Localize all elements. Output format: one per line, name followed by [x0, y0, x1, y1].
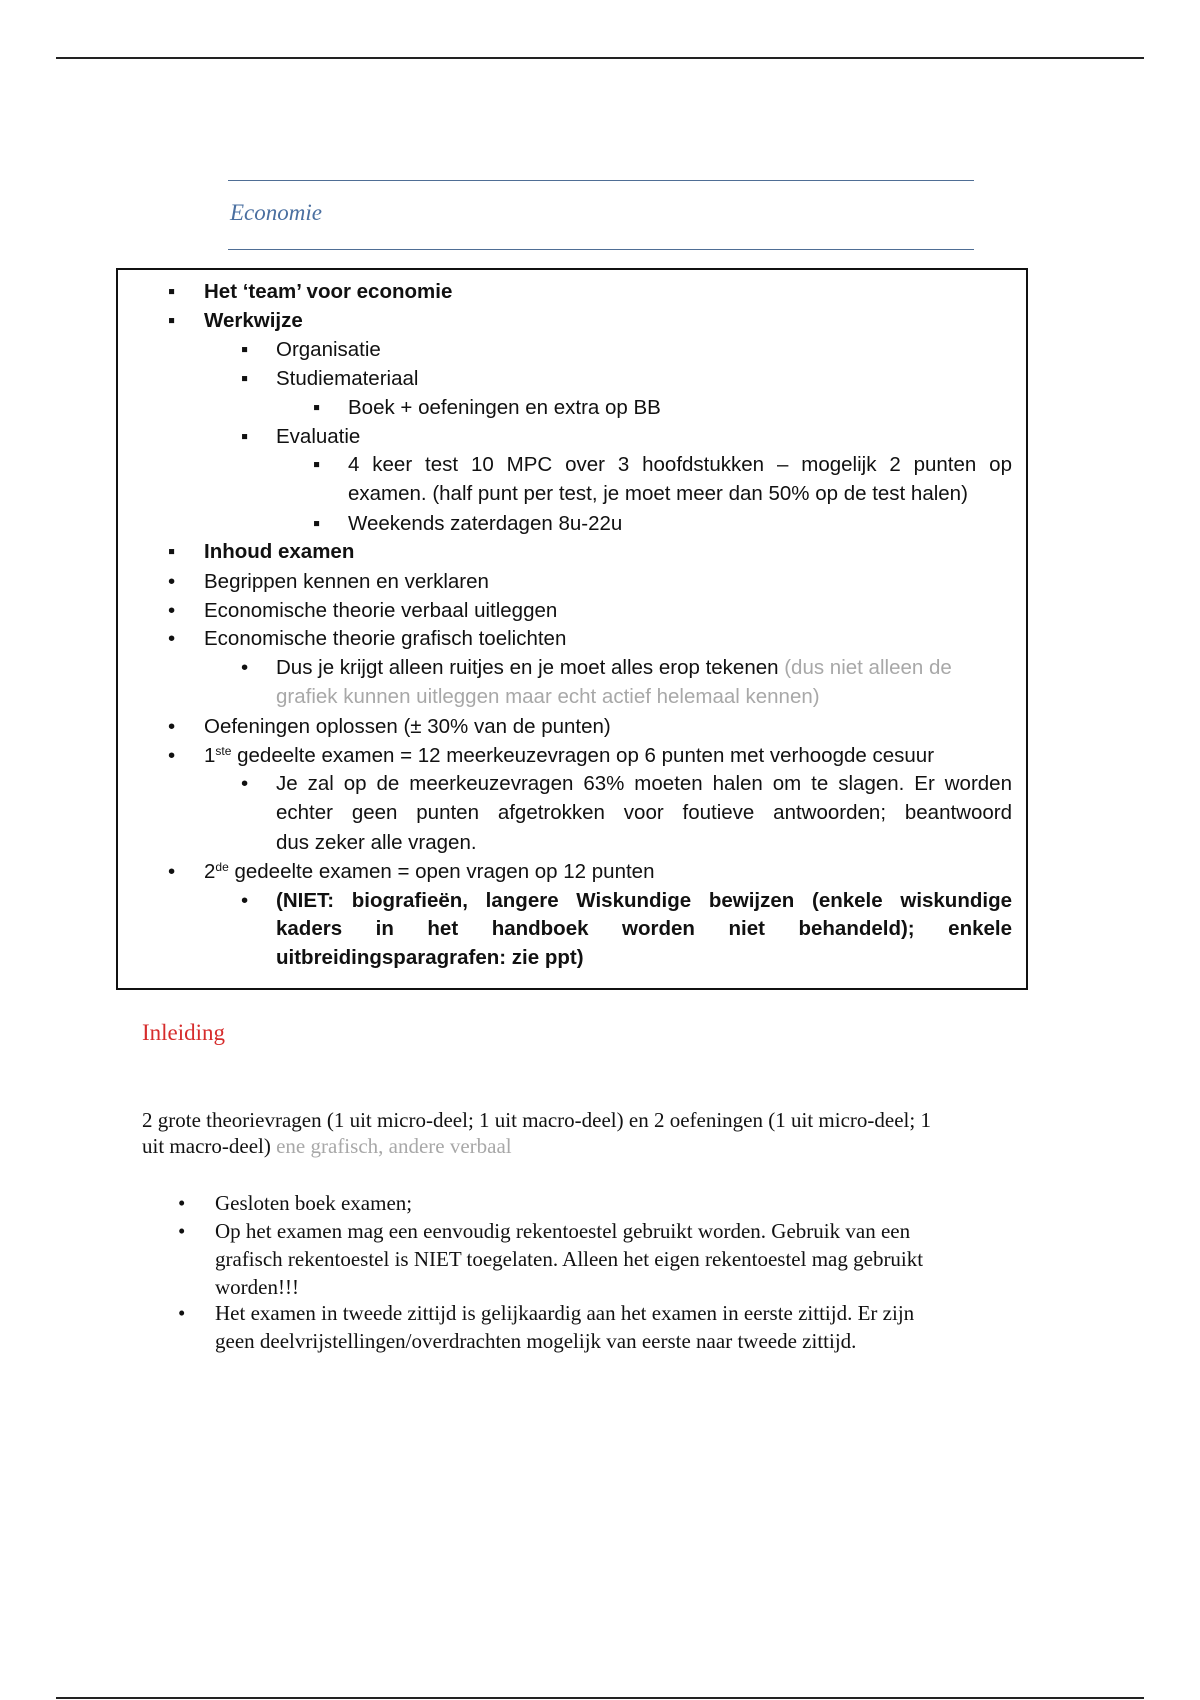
ordinal-suffix: ste — [215, 744, 232, 758]
page-bottom-rule — [56, 1697, 1144, 1699]
title-rule-bottom — [228, 249, 974, 250]
list-item-main-text: gedeelte examen = open vragen op 12 punten — [228, 860, 655, 883]
paragraph-text: uit macro-deel) — [142, 1134, 271, 1158]
list-item-text: grafisch rekentoestel is NIET toegelaten. Alleen het eigen rekentoestel mag gebruikt — [215, 1247, 924, 1271]
square-bullet-icon: ▪ — [241, 338, 249, 361]
square-bullet-icon: ▪ — [168, 280, 176, 303]
list-item-text — [204, 858, 654, 887]
list-item-text: examen. (half punt per test, je moet meer dan 50% op de test halen) — [348, 482, 968, 505]
list-item-text: kaders in het handboek worden niet behandeld); enkele — [276, 917, 1012, 940]
list-item-text: Op het examen mag een eenvoudig rekentoestel gebruikt worden. Gebruik van een — [215, 1219, 911, 1243]
page-top-rule — [56, 57, 1144, 59]
list-item-main-text: gedeelte examen = 12 meerkeuzevragen op 6 punten met verhoogde cesuur — [231, 744, 935, 767]
bullet-icon: • — [168, 627, 176, 650]
square-bullet-icon: ▪ — [313, 396, 321, 419]
list-item-text: Inhoud examen — [204, 540, 355, 563]
list-item-text: Economische theorie verbaal uitleggen — [204, 599, 558, 622]
list-item-text: echter geen punten afgetrokken voor foutieve antwoorden; beantwoord — [276, 801, 1012, 824]
paragraph-line — [142, 1133, 512, 1159]
bullet-icon: • — [168, 860, 176, 883]
square-bullet-icon: ▪ — [313, 512, 321, 535]
ordinal-number: 1 — [204, 744, 216, 767]
title-rule-top — [228, 180, 974, 181]
list-item-text — [276, 654, 952, 683]
square-bullet-icon: ▪ — [168, 540, 176, 563]
bullet-icon: • — [178, 1191, 186, 1215]
bullet-icon: • — [241, 656, 249, 679]
list-item-text: Oefeningen oplossen (± 30% van de punten) — [204, 715, 611, 738]
list-item-text: Weekends zaterdagen 8u-22u — [348, 512, 623, 535]
paragraph-line: 2 grote theorievragen (1 uit micro-deel; 1 uit macro-deel) en 2 oefeningen (1 uit micro-deel; 1 — [142, 1108, 931, 1132]
bullet-icon: • — [168, 599, 176, 622]
list-item-text: Organisatie — [276, 338, 381, 361]
square-bullet-icon: ▪ — [241, 367, 249, 390]
ordinal-suffix: de — [215, 860, 229, 874]
bullet-icon: • — [168, 744, 176, 767]
list-item-text: geen deelvrijstellingen/overdrachten mogelijk van eerste naar tweede zittijd. — [215, 1329, 857, 1353]
exam-overview-box — [116, 268, 1028, 990]
list-item-main-text: Dus je krijgt alleen ruitjes en je moet alles erop tekenen — [276, 656, 779, 679]
list-item-text: uitbreidingsparagrafen: zie ppt) — [276, 946, 584, 969]
list-item-text: Het examen in tweede zittijd is gelijkaardig aan het examen in eerste zittijd. Er zijn — [215, 1301, 915, 1325]
list-item-text: Economische theorie grafisch toelichten — [204, 627, 567, 650]
list-item-text: 4 keer test 10 MPC over 3 hoofdstukken – mogelijk 2 punten op — [348, 453, 1012, 476]
list-item-text: Evaluatie — [276, 425, 361, 448]
list-item-text: Studiemateriaal — [276, 367, 419, 390]
list-item-text: Werkwijze — [204, 309, 303, 332]
list-item-note: (dus niet alleen de — [784, 656, 952, 679]
list-item-text: Begrippen kennen en verklaren — [204, 570, 489, 593]
bullet-icon: • — [241, 889, 249, 912]
list-item-text — [204, 742, 934, 771]
page-title: Economie — [230, 200, 322, 225]
list-item-text: Boek + oefeningen en extra op BB — [348, 396, 661, 419]
square-bullet-icon: ▪ — [168, 309, 176, 332]
bullet-icon: • — [241, 772, 249, 795]
list-item-text: Je zal op de meerkeuzevragen 63% moeten halen om te slagen. Er worden — [276, 772, 1012, 795]
list-item-text: Gesloten boek examen; — [215, 1191, 413, 1215]
bullet-icon: • — [168, 570, 176, 593]
square-bullet-icon: ▪ — [241, 425, 249, 448]
bullet-icon: • — [178, 1301, 186, 1325]
list-item-note: grafiek kunnen uitleggen maar echt actief helemaal kennen) — [276, 685, 820, 708]
list-item-text: dus zeker alle vragen. — [276, 831, 477, 854]
list-item-text: (NIET: biografieën, langere Wiskundige bewijzen (enkele wiskundige — [276, 889, 1012, 912]
section-heading-inleiding: Inleiding — [142, 1020, 226, 1045]
square-bullet-icon: ▪ — [313, 453, 321, 476]
list-item-text: worden!!! — [215, 1275, 299, 1299]
ordinal-number: 2 — [204, 860, 216, 883]
list-item-text: Het ‘team’ voor economie — [204, 280, 453, 303]
bullet-icon: • — [168, 715, 176, 738]
paragraph-note: ene grafisch, andere verbaal — [276, 1134, 512, 1158]
bullet-icon: • — [178, 1219, 186, 1243]
